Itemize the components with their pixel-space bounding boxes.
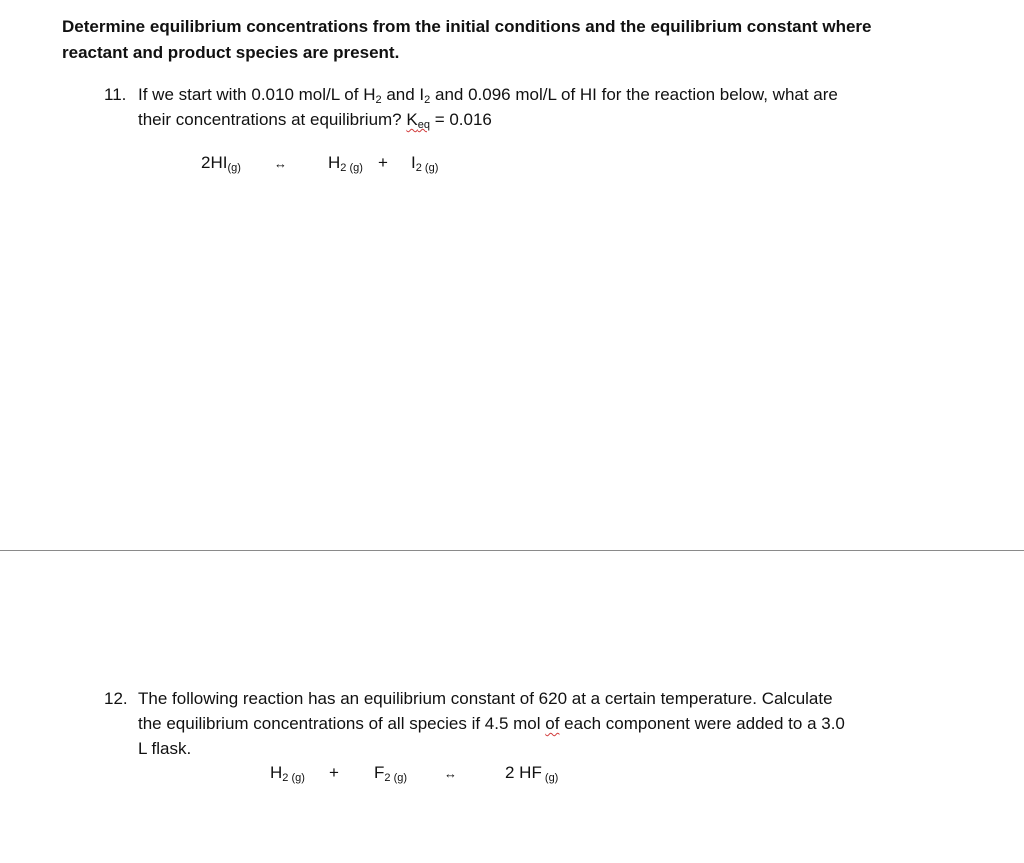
heading-line-2: reactant and product species are present.	[62, 43, 400, 62]
question-12-line-1	[104, 686, 984, 711]
q11-h2-subscript: 2	[375, 94, 382, 106]
eq12-reactant-h2: $H_2$ (g)	[270, 763, 305, 784]
keq-symbol: $K_{eq}$	[406, 110, 430, 131]
heading-line-1: Determine equilibrium concentrations from the initial conditions and the equilibrium constant where	[62, 17, 872, 36]
eq12-product-hf: 2 HF (g)	[505, 763, 559, 784]
question-11-number: 11.	[104, 85, 127, 104]
eq12-plus: +	[329, 763, 339, 782]
equilibrium-arrow-icon: ↔	[274, 156, 287, 171]
question-12	[104, 686, 984, 761]
question-12-number: 12.	[104, 689, 128, 708]
flagged-word-of: of	[545, 714, 560, 733]
q11-text-1: If we start with 0.010 mol/L of H	[138, 85, 376, 104]
eq11-reactant-hi: 2HI(g)	[201, 153, 241, 174]
eq11-product-i2: $I_2$ (g)	[411, 153, 439, 174]
question-11-line-2	[104, 107, 984, 132]
question-11-line-1	[104, 82, 984, 107]
eq11-product-h2: $H_2$ (g)	[328, 153, 363, 174]
q11-text-4: their concentrations at equilibrium?	[138, 110, 407, 129]
q11-text-3: and 0.096 mol/L of HI for the reaction below, what are	[430, 85, 838, 104]
eq11-plus: +	[378, 153, 388, 172]
equilibrium-arrow-icon: ↔	[444, 766, 457, 781]
q12-text-1: The following reaction has an equilibrium constant of 620 at a certain temperature. Calculate	[138, 689, 833, 708]
instructions-heading	[62, 14, 982, 66]
keq-value: = 0.016	[429, 110, 492, 129]
q11-text-2: and I	[381, 85, 425, 104]
section-divider	[0, 550, 1024, 551]
question-11	[104, 82, 984, 132]
eq12-reactant-f2: $F_2$ (g)	[374, 763, 408, 784]
question-12-line-3: L flask.	[138, 739, 192, 758]
q11-i2-subscript: 2	[424, 94, 431, 106]
question-12-line-2: the equilibrium concentrations of all species if 4.5 mol of each component were added to a 3.0	[138, 714, 845, 733]
